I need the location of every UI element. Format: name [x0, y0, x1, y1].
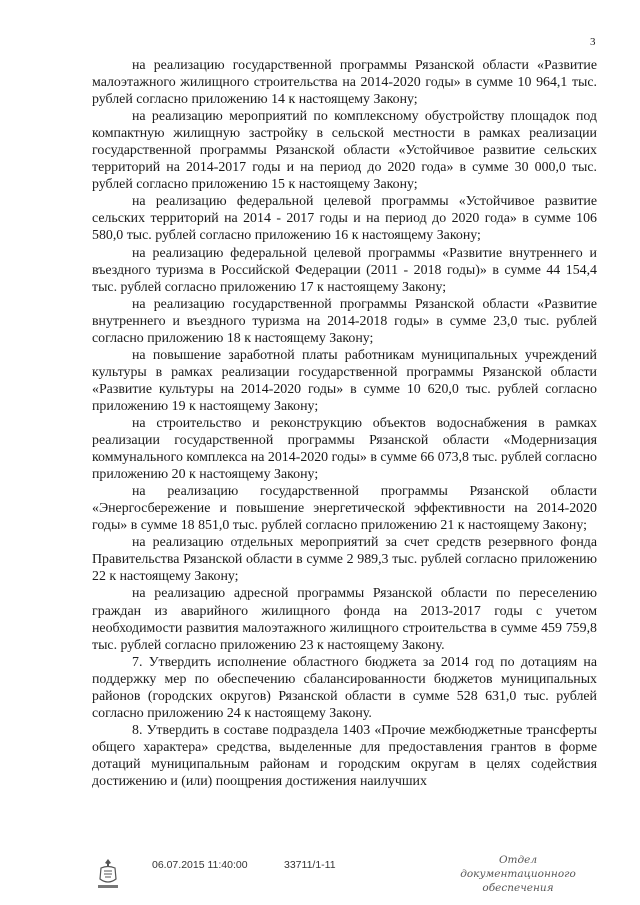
document-body — [92, 57, 597, 790]
paragraph: на реализацию отдельных мероприятий за счет средств резервного фонда Правительства Рязанской области в сумме 2 989,3 тыс. рублей согласно приложению 22 к настоящему Закону; — [92, 535, 597, 585]
paragraph: на повышение заработной платы работникам муниципальных учреждений культуры в рамках реализации государственной программы Рязанской области «Развитие культуры на 2014-2020 годы» в сумме 10 620,0 тыс. рублей согласно приложению 19 к настоящему Закону; — [92, 347, 597, 414]
page-number: 3 — [590, 36, 596, 48]
paragraph: на реализацию мероприятий по комплексному обустройству площадок под компактную жилищную застройку в сельской местности в рамках реализации государственной программы Рязанской области «Устойчивое развитие сельских территорий на 2014-2017 годы и на период до 2020 года» в сумме 30 000,0 тыс. рублей согласно приложению 15 к настоящему Закону; — [92, 109, 597, 193]
paragraph: на реализацию государственной программы Рязанской области «Энергосбережение и повышение энергетической эффективности на 2014-2020 годы» в сумме 18 851,0 тыс. рублей согласно приложению 21 к настоящему Закону; — [92, 484, 597, 534]
paragraph: 7. Утвердить исполнение областного бюджета за 2014 год по дотациям на поддержку мер по обеспечению сбалансированности бюджетов муниципальных районов (городских округов) Рязанской области в сумме 528 631,0 тыс. рублей согласно приложению 24 к настоящему Закону. — [92, 654, 597, 721]
paragraph: на реализацию государственной программы Рязанской области «Развитие малоэтажного жилищного строительства на 2014-2020 годы» в сумме 10 964,1 тыс. рублей согласно приложению 14 к настоящему Закону; — [92, 58, 597, 108]
emblem-icon — [95, 857, 121, 891]
paragraph: на строительство и реконструкцию объектов водоснабжения в рамках реализации государственной программы Рязанской области «Модернизация коммунального комплекса на 2014-2020 годы» в сумме 66 073,8 тыс. рублей согласно приложению 20 к настоящему Закону; — [92, 415, 597, 483]
department-stamp — [448, 853, 588, 895]
stamp-line-1: Отдел документационного — [460, 854, 576, 880]
footer-doc-number: 33711/1-11 — [284, 859, 336, 871]
paragraph: 8. Утвердить в составе подраздела 1403 «Прочие межбюджетные трансферты общего характера» средства, выделенные для предоставления грантов в форме дотаций муниципальным районам и городским округам в целях содействия достижению и (или) поощрения достижения наилучших — [92, 722, 597, 789]
paragraph: на реализацию федеральной целевой программы «Развитие внутреннего и въездного туризма в Российской Федерации (2011 - 2018 годы)» в сумме 44 154,4 тыс. рублей согласно приложению 17 к настоящему Закону; — [92, 245, 597, 295]
paragraph: на реализацию федеральной целевой программы «Устойчивое развитие сельских территорий на 2014 - 2017 годы и на период до 2020 года» в сумме 106 580,0 тыс. рублей согласно приложению 16 к настоящему Закону; — [92, 194, 597, 244]
paragraph: на реализацию государственной программы Рязанской области «Развитие внутреннего и въездного туризма на 2014-2018 годы» в сумме 23,0 тыс. рублей согласно приложению 18 к настоящему Закону; — [92, 296, 597, 346]
stamp-line-2: обеспечения — [482, 882, 554, 894]
footer-datetime: 06.07.2015 11:40:00 — [152, 859, 248, 871]
paragraph: на реализацию адресной программы Рязанской области по переселению граждан из аварийного жилищного фонда на 2013-2017 годы с учетом необходимости развития малоэтажного жилищного строительства в сумме 459 759,8 тыс. рублей согласно приложению 23 к настоящему Закону. — [92, 586, 597, 653]
